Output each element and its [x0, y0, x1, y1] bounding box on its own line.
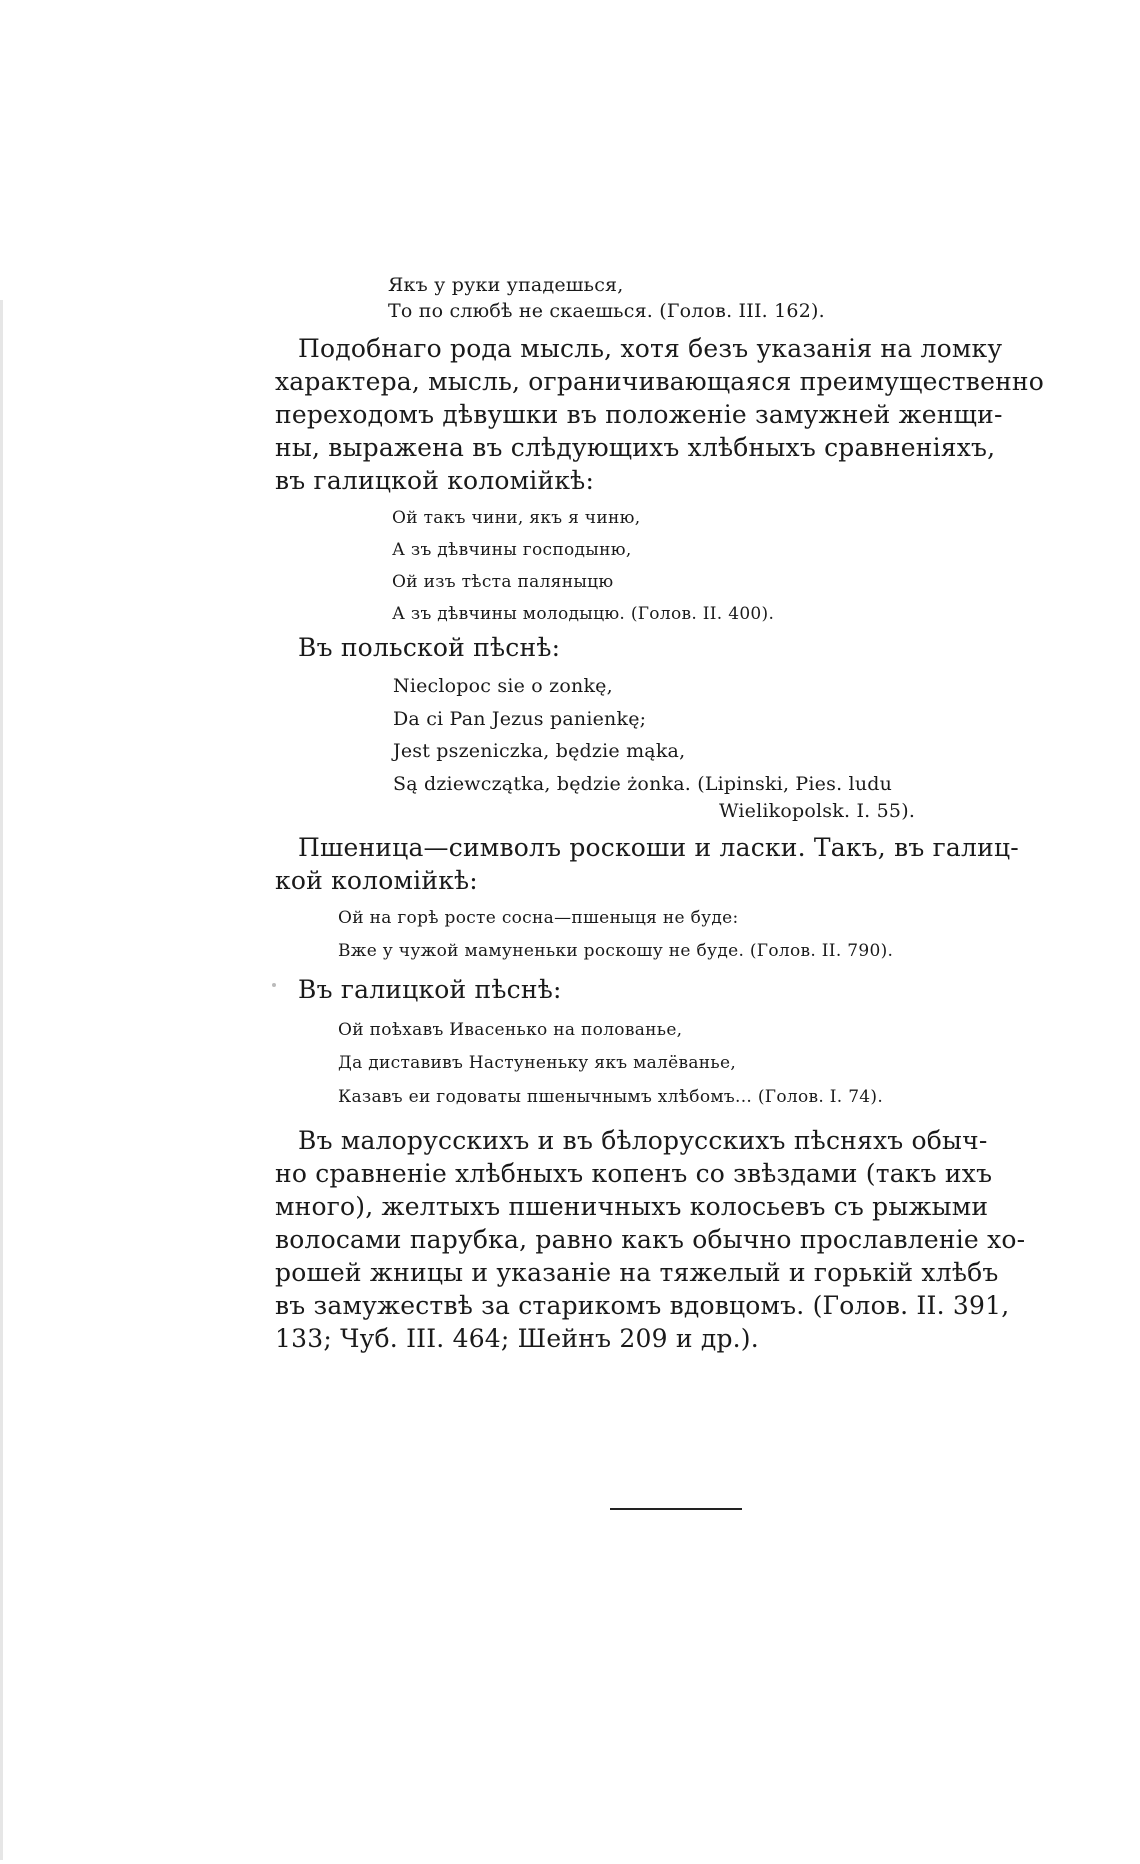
paragraph-line: волосами парубка, равно какъ обычно прославленіе хо- — [275, 1225, 1026, 1254]
paragraph-line: много), желтыхъ пшеничныхъ колосьевъ съ рыжыми — [275, 1192, 989, 1221]
verse-line: Da ci Pan Jezus panienkę; — [393, 708, 647, 730]
verse-line: Są dziewczątka, będzie żonka. (Lipinski, Pies. ludu — [393, 773, 893, 795]
ink-speck — [272, 983, 276, 987]
paragraph-line: 133; Чуб. III. 464; Шейнъ 209 и др.). — [275, 1324, 759, 1353]
verse-line: Jest pszeniczka, będzie mąka, — [393, 740, 686, 762]
verse-line: Якъ у руки упадешься, — [388, 274, 624, 296]
paragraph-line: Пшеница—символъ роскоши и ласки. Такъ, въ галиц- — [298, 833, 1019, 862]
section-end-rule — [610, 1508, 742, 1510]
paragraph-line: Въ малорусскихъ и въ бѣлорусскихъ пѣсняхъ обыч- — [298, 1126, 988, 1155]
verse-line: А зъ дѣвчины молодыцю. (Голов. II. 400). — [392, 604, 775, 624]
verse-line: Ой изъ тѣста паляныцю — [392, 572, 614, 592]
verse-line: Ой поѣхавъ Ивасенько на полованье, — [338, 1020, 683, 1040]
paragraph-line: но сравненіе хлѣбныхъ копенъ со звѣздами (такъ ихъ — [275, 1159, 993, 1188]
paragraph-line: ны, выражена въ слѣдующихъ хлѣбныхъ сравненіяхъ, — [275, 433, 996, 462]
verse-line: То по слюбѣ не скаешься. (Голов. III. 162). — [388, 300, 825, 322]
paragraph-line: въ замужествѣ за старикомъ вдовцомъ. (Голов. II. 391, — [275, 1291, 1010, 1320]
verse-line: Ой на горѣ росте сосна—пшеныця не буде: — [338, 908, 739, 928]
verse-line: Wielikopolsk. I. 55). — [719, 800, 916, 822]
verse-line: Вже у чужой мамуненьки роскошу не буде. (Голов. II. 790). — [338, 941, 894, 961]
paragraph-line: рошей жницы и указаніе на тяжелый и горькій хлѣбъ — [275, 1258, 999, 1287]
section-heading: Въ польской пѣснѣ: — [298, 633, 561, 662]
paragraph-line: Подобнаго рода мысль, хотя безъ указанія на ломку — [298, 334, 1003, 363]
paragraph-line: въ галицкой коломійкѣ: — [275, 466, 595, 495]
verse-line: А зъ дѣвчины господыню, — [392, 540, 632, 560]
verse-line: Казавъ еи годоваты пшенычнымъ хлѣбомъ... (Голов. I. 74). — [338, 1087, 884, 1107]
paragraph-line: кой коломійкѣ: — [275, 866, 478, 895]
verse-line: Да диставивъ Настуненьку якъ малёванье, — [338, 1053, 737, 1073]
section-heading: Въ галицкой пѣснѣ: — [298, 975, 562, 1004]
verse-line: Ой такъ чини, якъ я чиню, — [392, 508, 641, 528]
verse-line: Nieclopoc sie o zonkę, — [393, 675, 613, 697]
paragraph-line: характера, мысль, ограничивающаяся преимущественно — [275, 367, 1045, 396]
paragraph-line: переходомъ дѣвушки въ положеніе замужней женщи- — [275, 400, 1003, 429]
